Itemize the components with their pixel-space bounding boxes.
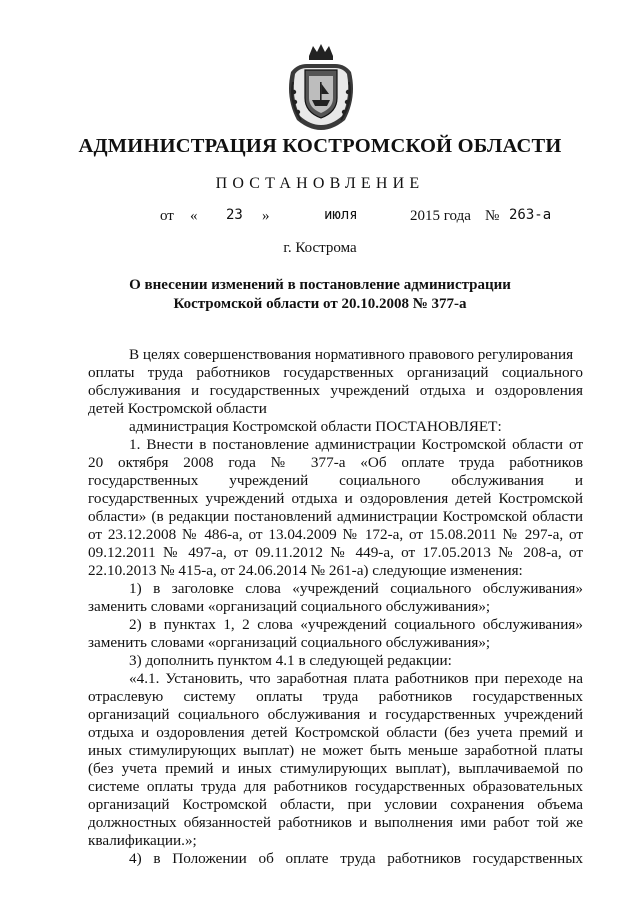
subject-line-1: О внесении изменений в постановление администрации [129,277,511,293]
coat-of-arms-emblem [285,42,357,132]
body-line: квалификации.»; [88,832,197,849]
date-day: 23 [226,207,243,223]
date-year: 2015 года [410,208,471,224]
body-line: 4) в Положении об оплате труда работников государственных [129,850,583,867]
body-line: администрация Костромской области ПОСТАНОВЛЯЕТ: [129,418,502,435]
body-line: отдыха и оздоровления детей Костромской области (без учета премий и [88,724,583,741]
body-line: детей Костромской области [88,400,267,417]
date-quote-open: « [190,208,198,224]
body-line: «4.1. Установить, что заработная плата работников при переходе на [129,670,583,687]
body-line: 1) в заголовке слова «учреждений социального обслуживания» [129,580,583,597]
body-line: 09.12.2011 № 497-а, от 09.11.2012 № 449-а, от 17.05.2013 № 208-а, от [88,544,583,561]
date-prefix: от [160,208,174,224]
number-sign: № [485,208,500,224]
body-line: организаций социального обслуживания и государственных учреждений [88,706,583,723]
body-line: заменить словами «организаций социального обслуживания»; [88,634,491,651]
body-line: системе оплаты труда для работников государственных образовательных [88,778,583,795]
organization-title: АДМИНИСТРАЦИЯ КОСТРОМСКОЙ ОБЛАСТИ [78,135,562,157]
body-line: государственных учреждений социального обслуживания и [88,472,583,489]
body-line: 20 октября 2008 года № 377-а «Об оплате труда работников [88,454,583,471]
subject-line-2: Костромской области от 20.10.2008 № 377-а [173,296,467,312]
body-line: (без учета премий и иных стимулирующих выплат), выплачиваемой по [88,760,583,777]
body-line: организаций Костромской области, при условии сохранения объема [88,796,583,813]
document-type: ПОСТАНОВЛЕНИЕ [215,175,425,192]
body-line: иных стимулирующих выплат) не может быть меньше заработной платы [88,742,583,759]
date-quote-close: » [262,208,270,224]
city: г. Кострома [283,240,357,256]
body-line: отраслевую систему оплаты труда работников государственных [88,688,583,705]
body-line: государственных учреждений отдыха и оздоровления детей Костромской [88,490,583,507]
document-number: 263-а [509,207,552,223]
body-line: 1. Внести в постановление администрации Костромской области от [129,436,583,453]
body-line: оплаты труда работников государственных организаций социального [88,364,583,381]
body-line: заменить словами «организаций социального обслуживания»; [88,598,491,615]
date-month: июля [324,207,358,223]
body-line: 22.10.2013 № 415-а, от 24.06.2014 № 261-а) следующие изменения: [88,562,523,579]
body-line: от 23.12.2008 № 486-а, от 13.04.2009 № 172-а, от 15.08.2011 № 297-а, от [88,526,583,543]
body-line: 2) в пунктах 1, 2 слова «учреждений социального обслуживания» [129,616,583,633]
body-line: должностных обязанностей работников и выполнения ими работ той же [88,814,583,831]
body-line: В целях совершенствования нормативного правового регулирования [129,346,574,363]
body-line: 3) дополнить пунктом 4.1 в следующей редакции: [129,652,452,669]
body-line: области» (в редакции постановлений администрации Костромской области [88,508,583,525]
body-line: обслуживания и государственных учреждений отдыха и оздоровления [88,382,583,399]
